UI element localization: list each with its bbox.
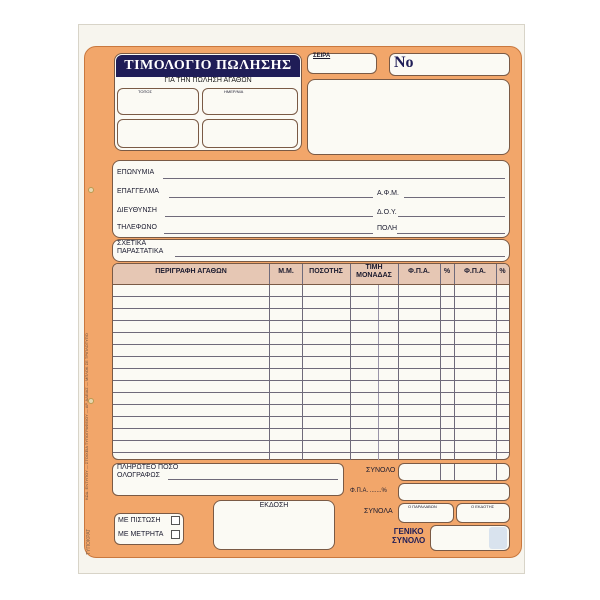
doy-line[interactable] [398, 216, 505, 217]
related-docs-panel [112, 239, 510, 262]
date-label: ΗΜΕΡ/ΝΙΑ [224, 89, 244, 94]
doy-label: Δ.Ο.Υ. [377, 209, 397, 216]
table-row[interactable] [113, 428, 509, 429]
series-label: ΣΕΙΡΑ [313, 53, 331, 59]
col-vat-1: Φ.Π.Α. [408, 268, 430, 275]
address-line[interactable] [165, 216, 373, 217]
table-row[interactable] [113, 380, 509, 381]
document-title: ΤΙΜΟΛΟΓΙΟ ΠΩΛΗΣΗΣ [116, 55, 300, 77]
place-label: ΤΟΠΟΣ [138, 89, 152, 94]
vat-field[interactable] [398, 483, 510, 501]
col-divider [496, 264, 497, 460]
city-line[interactable] [397, 233, 505, 234]
vat-percent-label: Φ.Π.Α. .......% [350, 488, 387, 494]
spine-print: ΚΩΔ. ΕΝΤΥΠΟΥ — ΣΤΟΙΧΕΙΑ ΤΥΠΟΓΡΑΦΕΙΟΥ — ΑΡ. ΑΔΕΙΑΣ — ΜΠΛΟΚ ΣΕ ΤΡΙΠΛΟΤΥΠΟ [84, 333, 89, 500]
col-divider [454, 264, 455, 460]
cash-checkbox[interactable] [171, 530, 180, 539]
city-label: ΠΟΛΗ [377, 225, 398, 232]
col-divider [302, 264, 303, 460]
cash-label: ΜΕ ΜΕΤΡΗΤΑ [118, 531, 164, 538]
sum-divider [454, 464, 455, 480]
issuer-label: Ο ΕΚΔΟΤΗΣ [471, 504, 495, 509]
sum-label: ΣΥΝΟΛΟ [366, 467, 396, 474]
afm-label: Α.Φ.Μ. [377, 190, 399, 197]
table-row[interactable] [113, 404, 509, 405]
issue-label: ΕΚΔΟΣΗ [259, 502, 289, 509]
receiver-label: Ο ΠΑΡΑΛΑΒΩΝ [408, 504, 437, 509]
table-row[interactable] [113, 416, 509, 417]
header-divider [113, 284, 509, 285]
table-row[interactable] [113, 308, 509, 309]
customer-details-panel [112, 160, 510, 238]
grand-total-cell-shade [489, 527, 507, 549]
totals-label: ΣΥΝΟΛΑ [364, 508, 393, 515]
col-vat-1-pct: % [443, 268, 451, 275]
header-field-3[interactable] [117, 119, 199, 148]
profession-line[interactable] [169, 197, 373, 198]
date-field[interactable] [202, 88, 298, 115]
binding-hole [88, 187, 94, 193]
col-vat-2: Φ.Π.Α. [464, 268, 486, 275]
table-row[interactable] [113, 440, 509, 441]
col-divider [269, 264, 270, 460]
name-line[interactable] [163, 178, 505, 179]
afm-line[interactable] [404, 197, 505, 198]
table-row[interactable] [113, 296, 509, 297]
col-divider [440, 264, 441, 460]
table-row[interactable] [113, 392, 509, 393]
col-unit-price: ΤΙΜΗ ΜΟΝΑΔΑΣ [356, 264, 392, 279]
sum-divider [440, 464, 441, 480]
items-table [112, 263, 510, 460]
col-quantity: ΠΟΣΟΤΗΣ [309, 268, 343, 275]
related-docs-label: ΣΧΕΤΙΚΑ ΠΑΡΑΣΤΑΤΙΚΑ [117, 240, 164, 255]
table-row[interactable] [113, 320, 509, 321]
col-description: ΠΕΡΙΓΡΑΦΗ ΑΓΑΘΩΝ [155, 268, 227, 275]
table-row[interactable] [113, 368, 509, 369]
phone-line[interactable] [164, 233, 373, 234]
amount-words-line [168, 479, 338, 480]
header-field-4[interactable] [202, 119, 298, 148]
amount-in-words-label: ΠΛΗΡΩΤΕΟ ΠΟΣΟ ΟΛΟΓΡΑΦΩΣ [117, 464, 179, 479]
credit-label: ΜΕ ΠΙΣΤΩΣΗ [118, 517, 161, 524]
number-label: No [394, 54, 414, 71]
col-divider [378, 284, 379, 460]
table-row[interactable] [113, 452, 509, 453]
col-unit: Μ.Μ. [278, 268, 294, 275]
profession-label: ΕΠΑΓΓΕΛΜΑ [117, 188, 159, 195]
related-docs-line[interactable] [175, 256, 505, 257]
document-subtitle: ΓΙΑ ΤΗΝ ΠΩΛΗΣΗ ΑΓΑΘΩΝ [164, 77, 252, 84]
table-row[interactable] [113, 344, 509, 345]
table-row[interactable] [113, 332, 509, 333]
brand-logo: ΤΥΠΟΚΡΑΤ [86, 528, 92, 555]
col-vat-2-pct: % [499, 268, 506, 275]
phone-label: ΤΗΛΕΦΩΝΟ [117, 224, 157, 231]
credit-checkbox[interactable] [171, 516, 180, 525]
table-row[interactable] [113, 356, 509, 357]
name-label: ΕΠΩΝΥΜΙΑ [117, 169, 155, 176]
address-label: ΔΙΕΥΘΥΝΣΗ [117, 207, 157, 214]
grand-total-label: ΓΕΝΙΚΟ ΣΥΝΟΛΟ [392, 527, 426, 545]
sum-divider [496, 464, 497, 480]
col-divider [398, 264, 399, 460]
place-field[interactable] [117, 88, 199, 115]
col-divider [350, 264, 351, 460]
issuer-stamp-area [307, 79, 510, 155]
